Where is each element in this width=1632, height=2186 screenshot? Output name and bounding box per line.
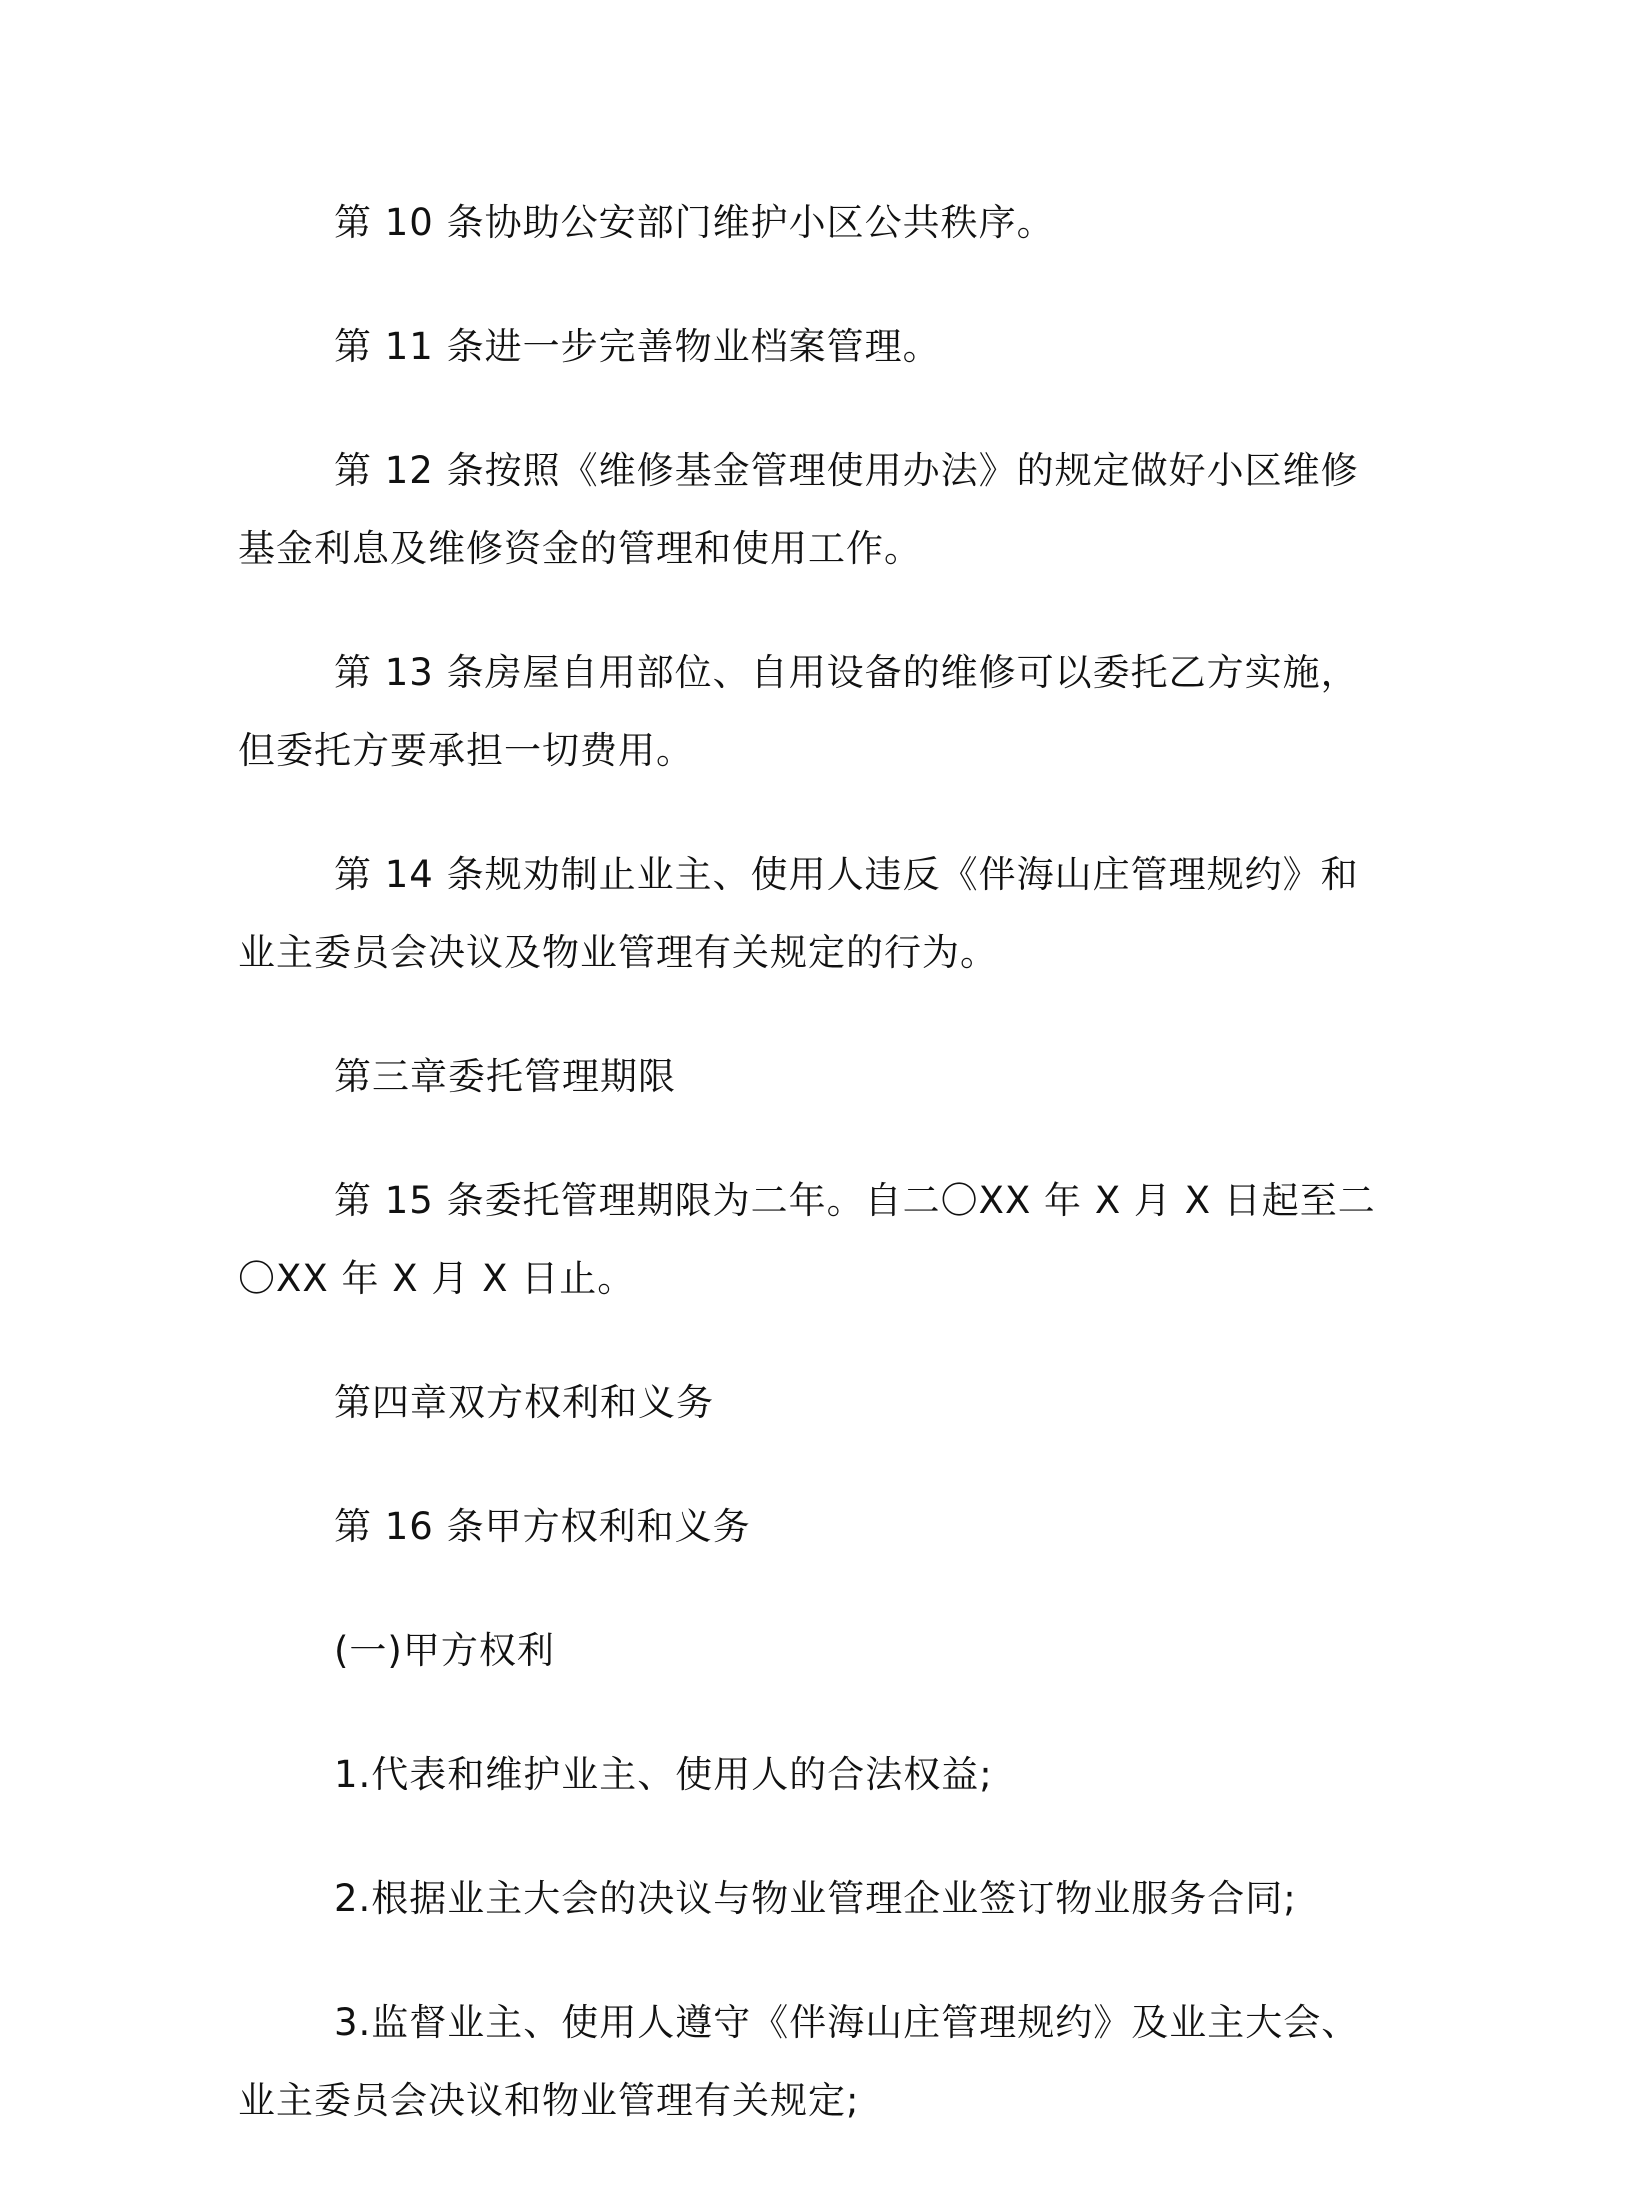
chapter-4-heading: 第四章双方权利和义务 <box>334 1381 714 1424</box>
article-13: 第 13 条房屋自用部位、自用设备的维修可以委托乙方实施，但委托方要承担一切费用。 <box>238 651 1359 772</box>
list-item-3: 3.监督业主、使用人遵守《伴海山庄管理规约》及业主大会、业主委员会决议和物业管理有关规定; <box>238 2001 1360 2122</box>
article-10: 第 10 条协助公安部门维护小区公共秩序。 <box>334 201 1055 244</box>
section-party-a-rights: (一)甲方权利 <box>334 1629 555 1672</box>
article-12: 第 12 条按照《维修基金管理使用办法》的规定做好小区维修基金利息及维修资金的管理和使用工作。 <box>238 449 1359 570</box>
list-item-2: 2.根据业主大会的决议与物业管理企业签订物业服务合同; <box>334 1877 1297 1920</box>
list-item-1: 1.代表和维护业主、使用人的合法权益; <box>334 1753 993 1796</box>
document-body <box>238 184 1378 2186</box>
article-14: 第 14 条规劝制止业主、使用人违反《伴海山庄管理规约》和业主委员会决议及物业管理有关规定的行为。 <box>238 853 1359 974</box>
article-15: 第 15 条委托管理期限为二年。自二〇XX 年 X 月 X 日起至二〇XX 年 X 月 X 日止。 <box>238 1179 1376 1300</box>
article-11: 第 11 条进一步完善物业档案管理。 <box>334 325 941 368</box>
chapter-3-heading: 第三章委托管理期限 <box>334 1055 676 1098</box>
article-16: 第 16 条甲方权利和义务 <box>334 1505 751 1548</box>
